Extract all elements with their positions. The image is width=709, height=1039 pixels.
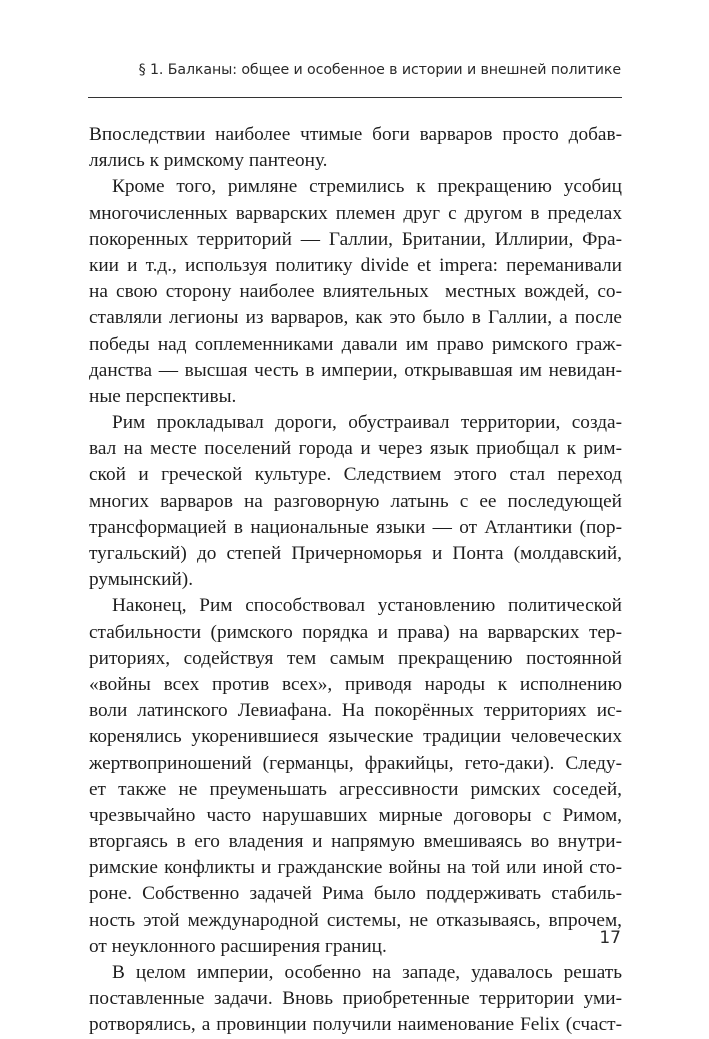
text-line: румынский). — [89, 569, 194, 591]
text-line: роне. Собственно задачей Рима было поддерживать стабиль- — [89, 883, 622, 905]
paragraph — [89, 122, 622, 174]
text-line: победы над соплеменниками давали им право римского граж- — [89, 333, 622, 355]
text-line: от неуклонного расширения границ. — [89, 935, 387, 957]
text-line: тугальский) до степей Причерноморья и Понта (молдавский, — [89, 543, 622, 564]
text-line: вал на месте поселений города и через язык приобщал к рим- — [89, 438, 622, 460]
text-line: ставляли легионы из варваров, как это было в Галлии, а после — [89, 307, 622, 329]
text-line: покоренных территорий — Галлии, Британии, Иллирии, Фра- — [89, 228, 622, 250]
page-number: 17 — [599, 928, 621, 948]
text-line: Кроме того, римляне стремились к прекращению усобиц — [112, 176, 622, 198]
paragraph — [89, 410, 622, 593]
text-line: поставленные задачи. Вновь приобретенные территории уми- — [89, 988, 622, 1010]
text-line: жертвоприношений (германцы, фракийцы, гето-даки). Следу- — [89, 752, 622, 774]
text-line: Впоследствии наиболее чтимые боги варваров просто добав- — [89, 124, 622, 145]
text-line: стабильности (римского порядка и права) на варварских тер- — [89, 621, 622, 643]
text-line: ротворялись, а провинции получили наименование Felix (счаст- — [89, 1014, 622, 1036]
paragraph — [89, 174, 622, 410]
text-line: «войны всех против всех», приводя народы к исполнению — [89, 673, 622, 695]
text-line: ской и греческой культуре. Следствием этого стал переход — [89, 464, 622, 486]
text-line: римские конфликты и гражданские войны на той или иной сто- — [89, 857, 622, 879]
body-text — [89, 122, 622, 1039]
text-line: В целом империи, особенно на западе, удавалось решать — [112, 962, 622, 983]
text-line: коренялись укоренившиеся языческие традиции человеческих — [89, 726, 622, 748]
text-line: чрезвычайно часто нарушавших мирные договоры с Римом, — [89, 804, 622, 826]
text-line: многочисленных варварских племен друг с другом в пределах — [89, 202, 622, 224]
text-line: ность этой международной системы, не отказываясь, впрочем, — [89, 909, 622, 931]
text-line: трансформацией в национальные языки — от Атлантики (пор- — [89, 516, 622, 538]
text-line: на свою сторону наиболее влиятельных местных вождей, со- — [89, 281, 622, 303]
text-line: ные перспективы. — [89, 385, 237, 407]
paragraph — [89, 960, 622, 1039]
text-line: многих варваров на разговорную латынь с ее последующей — [89, 490, 622, 512]
running-header: § 1. Балканы: общее и особенное в истории и внешней политике — [138, 62, 621, 78]
text-line: воли латинского Левиафана. На покорённых территориях ис- — [89, 700, 622, 722]
text-line: лялись к римскому пантеону. — [89, 150, 328, 172]
text-line: кии и т.д., используя политику divide et impera: переманивали — [89, 254, 622, 276]
text-line: Рим прокладывал дороги, обустраивал территории, созда- — [112, 412, 622, 434]
text-line: данства — высшая честь в империи, открывавшая им невидан- — [89, 359, 622, 381]
text-line: вторгаясь в его владения и напрямую вмешиваясь во внутри- — [89, 831, 622, 853]
text-line: Наконец, Рим способствовал установлению политической — [112, 595, 622, 617]
header-rule — [88, 97, 622, 98]
text-line: риториях, содействуя тем самым прекращению постоянной — [89, 647, 622, 669]
paragraph — [89, 593, 622, 960]
text-line: ет также не преуменьшать агрессивности римских соседей, — [89, 778, 622, 800]
